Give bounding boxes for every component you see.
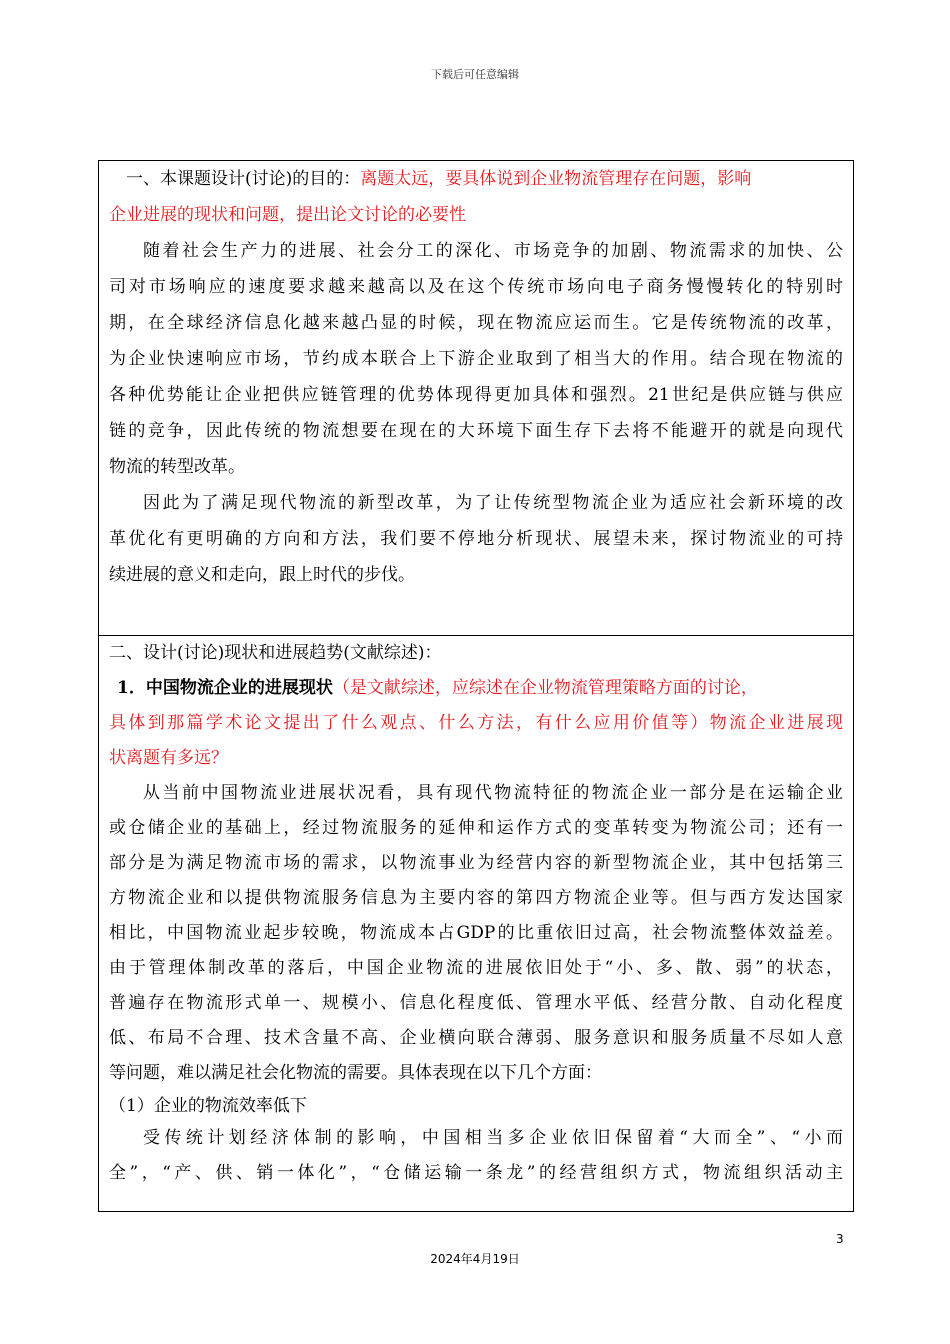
section2-review-comment-cont: 具体到那篇学术论文提出了什么观点、什么方法，有什么应用价值等）物流企业进展现 bbox=[109, 713, 843, 733]
section1-para2-line: 革优化有更明确的方向和方法，我们要不停地分析现状、展望未来，探讨物流业的可持 bbox=[109, 529, 843, 549]
section1-para1-line: 各种优势能让企业把供应链管理的优势体现得更加具体和强烈。21世纪是供应链与供应 bbox=[109, 385, 843, 405]
section2-para1-line: 相比，中国物流业起步较晚，物流成本占GDP的比重依旧过高，社会物流整体效益差。 bbox=[109, 923, 843, 943]
section2-heading: 二、设计(讨论)现状和进展趋势(文献综述)： bbox=[109, 643, 442, 663]
section1-para1-line: 期，在全球经济信息化越来越凸显的时候，现在物流应运而生。它是传统物流的改革， bbox=[109, 313, 843, 333]
section2-para1-line: 低、布局不合理、技术含量不高、企业横向联合薄弱、服务意识和服务质量不尽如人意 bbox=[109, 1028, 843, 1048]
section2-para1-line: 普遍存在物流形式单一、规模小、信息化程度低、管理水平低、经营分散、自动化程度 bbox=[109, 993, 843, 1013]
content-table bbox=[98, 160, 854, 1212]
section1-para2-line: 因此为了满足现代物流的新型改革，为了让传统型物流企业为适应社会新环境的改 bbox=[143, 493, 843, 513]
section1-heading: 一、本课题设计(讨论)的目的： bbox=[126, 169, 361, 189]
page-number: 3 bbox=[836, 1232, 844, 1246]
section1-para1-line: 随着社会生产力的进展、社会分工的深化、市场竞争的加剧、物流需求的加快、公 bbox=[143, 241, 843, 261]
section2-subheading-line bbox=[109, 671, 843, 706]
section-purpose bbox=[99, 161, 853, 636]
section1-para2-line: 续进展的意义和走向，跟上时代的步伐。 bbox=[109, 565, 415, 585]
footer-date: 2024年4月19日 bbox=[430, 1252, 520, 1266]
section2-subheading: 1．中国物流企业的进展现状 bbox=[117, 678, 333, 698]
section2-para1-line: 部分是为满足物流市场的需求，以物流事业为经营内容的新型物流企业，其中包括第三 bbox=[109, 853, 843, 873]
section2-review-comment: （是文献综述，应综述在企业物流管理策略方面的讨论， bbox=[332, 678, 758, 698]
section2-para1-line: 方物流企业和以提供物流服务信息为主要内容的第四方物流企业等。但与西方发达国家 bbox=[109, 888, 843, 908]
section1-para1-line: 链的竞争，因此传统的物流想要在现在的大环境下面生存下去将不能避开的就是向现代 bbox=[109, 421, 843, 441]
section1-review-comment: 离题太远，要具体说到企业物流管理存在问题，影响 bbox=[360, 169, 752, 189]
section1-heading-line bbox=[109, 161, 843, 197]
section2-review-comment-cont: 状离题有多远？ bbox=[109, 748, 228, 768]
section2-para2-line: 受传统计划经济体制的影响，中国相当多企业依旧保留着“大而全”、“小而 bbox=[143, 1128, 843, 1148]
section1-para1-line: 物流的转型改革。 bbox=[109, 457, 245, 477]
section2-para2-line: 全”，“产、供、销一体化”，“仓储运输一条龙”的经营组织方式，物流组织活动主 bbox=[109, 1163, 843, 1183]
section1-para1-line: 为企业快速响应市场，节约成本联合上下游企业取到了相当大的作用。结合现在物流的 bbox=[109, 349, 843, 369]
section2-para1-line: 等问题，难以满足社会化物流的需要。具体表现在以下几个方面： bbox=[109, 1063, 602, 1083]
section2-para1-line: 或仓储企业的基础上，经过物流服务的延伸和运作方式的变革转变为物流公司；还有一 bbox=[109, 818, 843, 838]
section1-para1-line: 司对市场响应的速度要求越来越高以及在这个传统市场向电子商务慢慢转化的特别时 bbox=[109, 277, 843, 297]
section2-para1-line: 由于管理体制改革的落后，中国企业物流的进展依旧处于“小、多、散、弱”的状态， bbox=[109, 958, 843, 978]
section1-review-comment-cont: 企业进展的现状和问题，提出论文讨论的必要性 bbox=[109, 205, 466, 225]
section-literature-review bbox=[99, 636, 853, 1211]
section2-point1-title: （1）企业的物流效率低下 bbox=[109, 1096, 307, 1116]
section2-para1-line: 从当前中国物流业进展状况看，具有现代物流特征的物流企业一部分是在运输企业 bbox=[143, 783, 843, 803]
header-note: 下载后可任意编辑 bbox=[431, 68, 519, 81]
